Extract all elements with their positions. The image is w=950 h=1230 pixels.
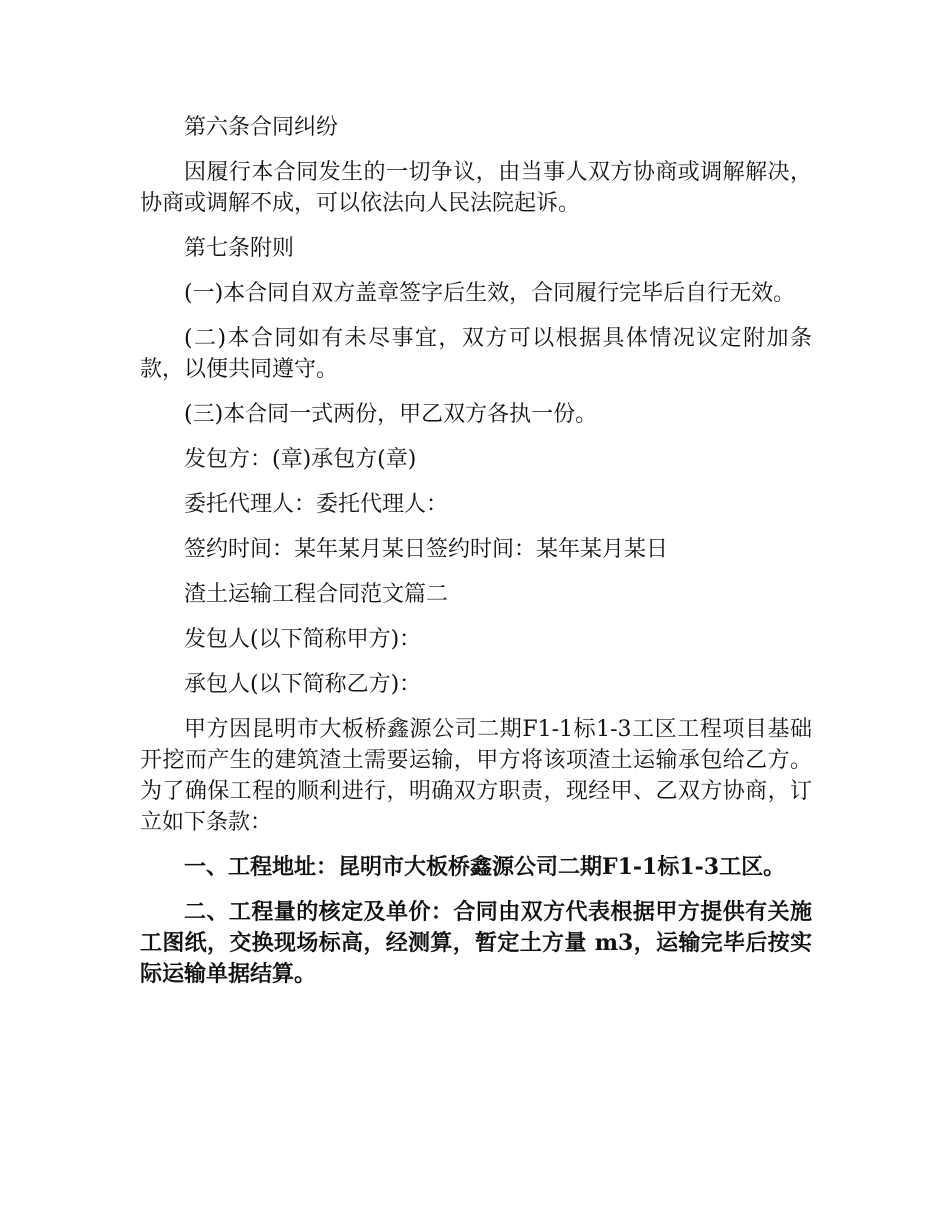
document-page	[140, 112, 812, 1004]
supplementary-clause-3: (三)本合同一式两份，甲乙双方各执一份。	[184, 402, 598, 427]
article-seven-heading: 第七条附则	[184, 236, 295, 261]
dispute-clause: 因履行本合同发生的一切争议，由当事人双方协商或调解解决，协商或调解不成，可以依法向人民法院起诉。	[140, 160, 812, 216]
article-six-heading: 第六条合同纠纷	[184, 115, 339, 140]
clause-one-address: 一、工程地址：昆明市大板桥鑫源公司二期F1-1标1-3工区。	[184, 854, 786, 880]
supplementary-clause-1: (一)本合同自双方盖章签字后生效，合同履行完毕后自行无效。	[184, 281, 796, 306]
preamble-paragraph: 甲方因昆明市大板桥鑫源公司二期F1-1标1-3工区工程项目基础开挖而产生的建筑渣土需要运输，甲方将该项渣土运输承包给乙方。为了确保工程的顺利进行，明确双方职责，现经甲、乙双方协商，订立如下条款：	[140, 717, 812, 835]
agent-line: 委托代理人：委托代理人：	[184, 492, 449, 517]
section-title-part-two: 渣土运输工程合同范文篇二	[184, 582, 449, 607]
party-b-line: 承包人(以下简称乙方)：	[184, 672, 422, 697]
party-a-line: 发包人(以下简称甲方)：	[184, 627, 422, 652]
clause-two-quantity: 二、工程量的核定及单价：合同由双方代表根据甲方提供有关施工图纸，交换现场标高，经测算，暂定土方量 m3，运输完毕后按实际运输单据结算。	[140, 899, 812, 987]
party-seal-line: 发包方：(章)承包方(章)	[184, 447, 417, 472]
signing-date-line: 签约时间：某年某月某日签约时间：某年某月某日	[184, 537, 669, 562]
supplementary-clause-2: (二)本合同如有未尽事宜，双方可以根据具体情况议定附加条款，以便共同遵守。	[140, 326, 812, 382]
